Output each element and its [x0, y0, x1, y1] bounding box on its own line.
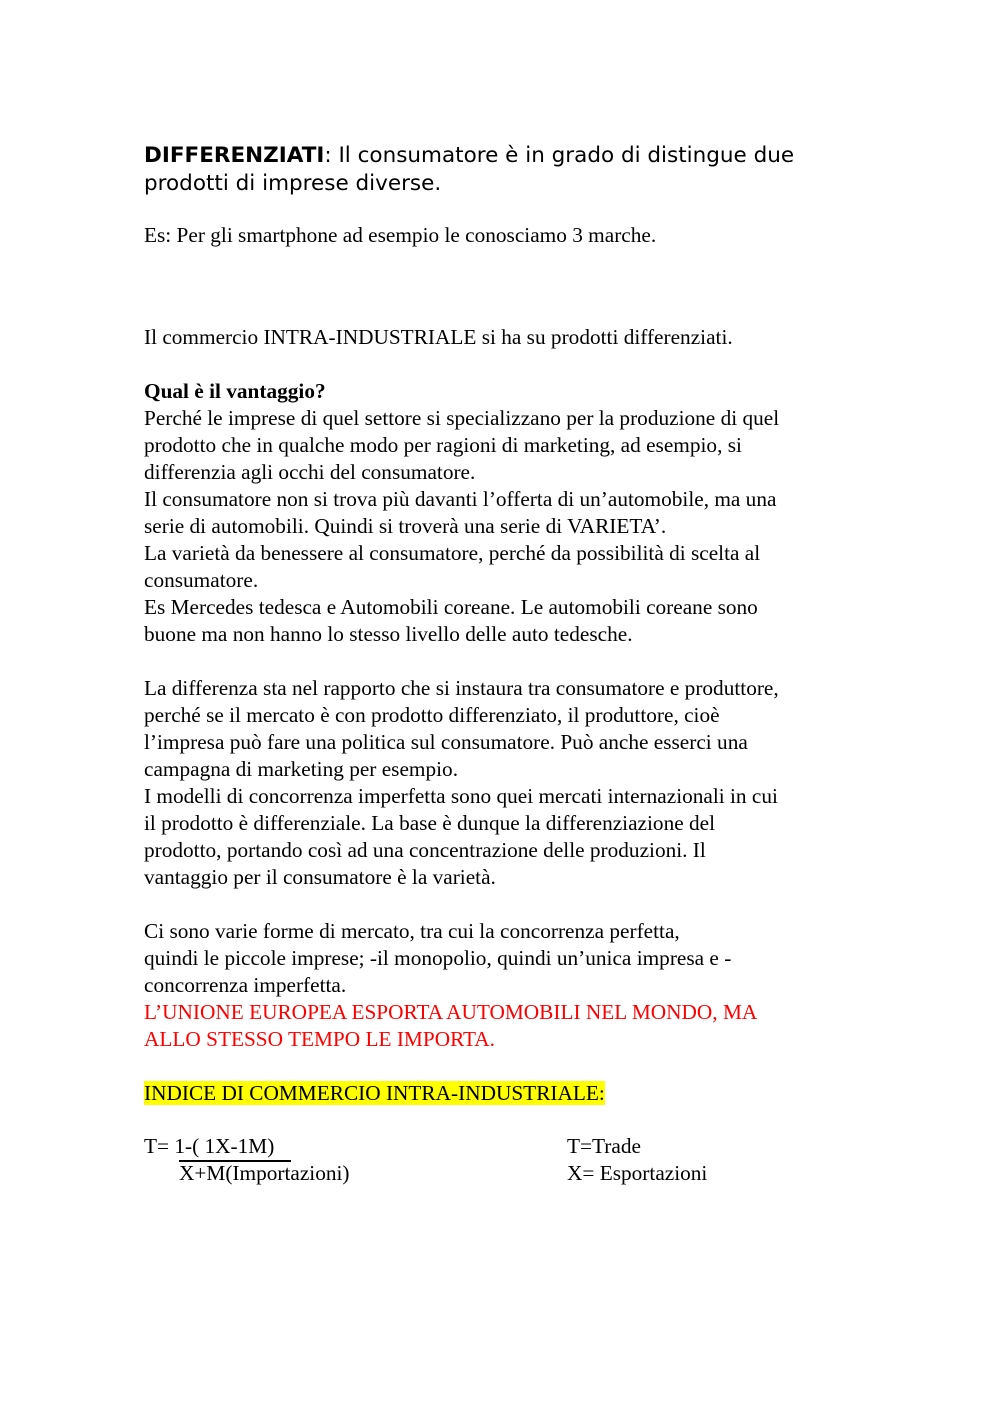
paragraph-line: l’impresa può fare una politica sul consumatore. Può anche esserci una — [144, 730, 748, 754]
intra-line: Il commercio INTRA-INDUSTRIALE si ha su prodotti differenziati. — [144, 325, 733, 349]
definition-line-1 — [144, 142, 884, 170]
example-paragraph — [144, 222, 864, 249]
difference-paragraph — [144, 675, 864, 891]
paragraph-line: consumatore. — [144, 568, 259, 592]
advantage-paragraph — [144, 378, 864, 648]
formula-numerator: T= 1-( 1X-1M) — [144, 1134, 275, 1158]
paragraph-line: Ci sono varie forme di mercato, tra cui la concorrenza perfetta, — [144, 919, 680, 943]
paragraph-line: I modelli di concorrenza imperfetta sono quei mercati internazionali in cui — [144, 784, 778, 808]
index-title-highlighted: INDICE DI COMMERCIO INTRA-INDUSTRIALE: — [144, 1081, 605, 1105]
paragraph-line: quindi le piccole imprese; -il monopolio, quindi un’unica impresa e - — [144, 946, 732, 970]
paragraph-line: La differenza sta nel rapporto che si instaura tra consumatore e produttore, — [144, 676, 779, 700]
paragraph-line: prodotto, portando così ad una concentrazione delle produzioni. Il — [144, 838, 706, 862]
index-title-paragraph — [144, 1080, 864, 1107]
definition-text: : Il consumatore è in grado di distingue due — [324, 143, 795, 168]
paragraph-line: Il consumatore non si trova più davanti l’offerta di un’automobile, ma una — [144, 487, 777, 511]
paragraph-line: campagna di marketing per esempio. — [144, 757, 459, 781]
formula-denominator-wrap — [179, 1160, 350, 1187]
paragraph-line: buone ma non hanno lo stesso livello delle auto tedesche. — [144, 622, 633, 646]
formula-denominator: X+M(Importazioni) — [179, 1161, 350, 1185]
markets-paragraph — [144, 918, 864, 1053]
formula — [144, 1133, 350, 1187]
paragraph-line: serie di automobili. Quindi si troverà una serie di VARIETA’. — [144, 514, 667, 538]
paragraph-line: concorrenza imperfetta. — [144, 973, 347, 997]
advantage-question: Qual è il vantaggio? — [144, 379, 326, 403]
paragraph-line: Perché le imprese di quel settore si specializzano per la produzione di quel — [144, 406, 780, 430]
red-emphasis-line: L’UNIONE EUROPEA ESPORTA AUTOMOBILI NEL MONDO, MA — [144, 1000, 758, 1024]
paragraph-line: Es Mercedes tedesca e Automobili coreane. Le automobili coreane sono — [144, 595, 758, 619]
definition-term: DIFFERENZIATI — [144, 143, 325, 168]
definition-paragraph — [144, 142, 884, 198]
red-emphasis-line: ALLO STESSO TEMPO LE IMPORTA. — [144, 1027, 496, 1051]
paragraph-line: il prodotto è differenziale. La base è dunque la differenziazione del — [144, 811, 716, 835]
intra-paragraph — [144, 324, 864, 351]
paragraph-line: vantaggio per il consumatore è la varietà. — [144, 865, 496, 889]
example-line: Es: Per gli smartphone ad esempio le conosciamo 3 marche. — [144, 223, 657, 247]
definition-line-2: prodotti di imprese diverse. — [144, 171, 442, 196]
fraction-bar — [179, 1160, 291, 1162]
paragraph-line: prodotto che in qualche modo per ragioni di marketing, ad esempio, si — [144, 433, 742, 457]
legend-exports: X= Esportazioni — [567, 1161, 708, 1185]
paragraph-line: La varietà da benessere al consumatore, perché da possibilità di scelta al — [144, 541, 761, 565]
paragraph-line: differenzia agli occhi del consumatore. — [144, 460, 476, 484]
legend-trade: T=Trade — [567, 1134, 641, 1158]
paragraph-line: perché se il mercato è con prodotto differenziato, il produttore, cioè — [144, 703, 720, 727]
formula-legend — [567, 1133, 707, 1187]
